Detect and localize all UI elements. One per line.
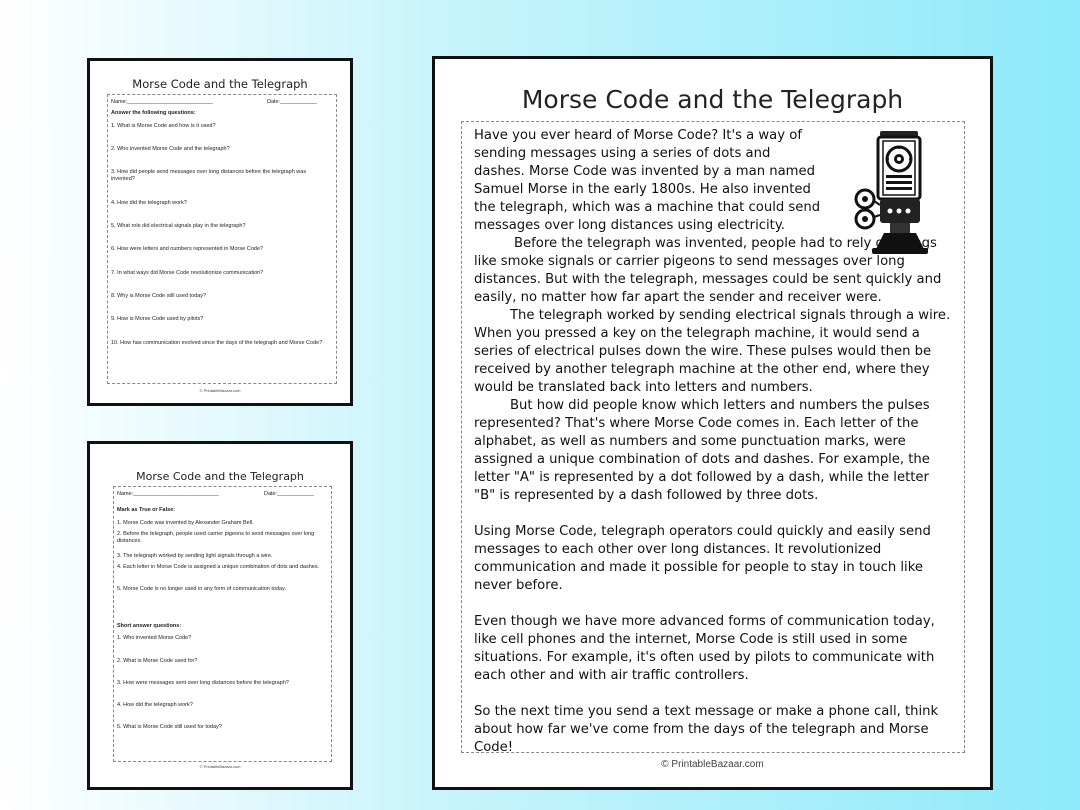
date-field-label: Date:____________ bbox=[267, 99, 317, 105]
short-answer-item: 2. What is Morse Code used for? bbox=[117, 658, 198, 664]
question-item: 3. How did people send messages over long distances before the telegraph was invented? bbox=[111, 169, 307, 182]
passage-paragraph: Before the telegraph was invented, people had to rely on things like smoke signals or carrier pigeons to send messages over long distances. But with the telegraph, messages could be sent quickly and easily, no matter how far apart the sender and receiver were. bbox=[474, 236, 942, 305]
worksheet-footer: © PrintableBazaar.com bbox=[199, 388, 241, 393]
instructions: Answer the following questions: bbox=[111, 110, 196, 116]
passage-body bbox=[474, 127, 954, 757]
question-item: 2. Who invented Morse Code and the telegraph? bbox=[111, 146, 230, 152]
true-false-item: 3. The telegraph worked by sending light signals through a wire. bbox=[117, 553, 273, 559]
passage-paragraph: Using Morse Code, telegraph operators could quickly and easily send messages to each other over long distances. It revolutionized communication and made it possible for people to stay in touch like never before. bbox=[474, 524, 931, 593]
question-item: 7. In what ways did Morse Code revolutionize communication? bbox=[111, 270, 264, 276]
question-item: 4. How did the telegraph work? bbox=[111, 200, 187, 206]
true-false-heading: Mark as True or False: bbox=[117, 507, 176, 513]
worksheet-border bbox=[107, 94, 337, 384]
short-answer-item: 5. What is Morse Code still used for today? bbox=[117, 724, 222, 730]
passage-paragraph: So the next time you send a text message or make a phone call, think about how far we've come from the days of the telegraph and Morse Code! bbox=[474, 704, 939, 755]
question-item: 10. How has communication evolved since the days of the telegraph and Morse Code? bbox=[111, 340, 323, 346]
passage-title: Morse Code and the Telegraph bbox=[521, 85, 904, 114]
short-answer-item: 4. How did the telegraph work? bbox=[117, 702, 193, 708]
true-false-item: 2. Before the telegraph, people used carrier pigeons to send messages over long distances. bbox=[117, 531, 315, 544]
question-item: 1. What is Morse Code and how is it used? bbox=[111, 123, 216, 129]
passage-paragraph: The telegraph worked by sending electrical signals through a wire. When you pressed a key on the telegraph machine, it would send a series of electrical pulses down the wire. These pulses would then be received by another telegraph machine at the other end, where they would be translated back into letters and numbers. bbox=[474, 308, 951, 395]
true-false-worksheet-thumbnail bbox=[87, 441, 353, 790]
passage-paragraph: Even though we have more advanced forms of communication today, like cell phones and the internet, Morse Code is still used in some situations. For example, it's often used by pilots to communicate with each other and with air traffic controllers. bbox=[474, 614, 935, 683]
true-false-item: 5. Morse Code is no longer used in any form of communication today. bbox=[117, 586, 286, 592]
short-answer-item: 3. How were messages sent over long distances before the telegraph? bbox=[117, 680, 289, 686]
question-item: 6. How were letters and numbers represented in Morse Code? bbox=[111, 246, 263, 252]
worksheet-title: Morse Code and the Telegraph bbox=[132, 77, 308, 91]
question-item: 8. Why is Morse Code still used today? bbox=[111, 293, 207, 299]
questions-worksheet-thumbnail bbox=[87, 58, 353, 406]
passage-paragraph: Have you ever heard of Morse Code? It's a way of sending messages using a series of dots and dashes. Morse Code was invented by a man named Samuel Morse in the early 1800s. He also invented the telegraph, which was a machine that could send messages over long distances using electricity. bbox=[474, 128, 821, 233]
worksheet-footer: © PrintableBazaar.com bbox=[199, 764, 241, 769]
true-false-item: 4. Each letter in Morse Code is assigned a unique combination of dots and dashes. bbox=[117, 564, 320, 570]
name-field-label: Name:____________________________ bbox=[117, 491, 219, 497]
true-false-item: 1. Morse Code was invented by Alexander Graham Bell. bbox=[117, 520, 254, 526]
short-answer-heading: Short answer questions: bbox=[117, 623, 182, 629]
date-field-label: Date:____________ bbox=[264, 491, 314, 497]
passage-footer: © PrintableBazaar.com bbox=[661, 759, 764, 770]
worksheet-border bbox=[113, 486, 332, 762]
question-item: 5. What role did electrical signals play in the telegraph? bbox=[111, 223, 246, 229]
worksheet-title: Morse Code and the Telegraph bbox=[136, 470, 304, 483]
reading-passage-sheet bbox=[432, 56, 993, 790]
name-field-label: Name:____________________________ bbox=[111, 99, 213, 105]
passage-paragraph: But how did people know which letters and numbers the pulses represented? That's where Morse Code comes in. Each letter of the alphabet, as well as numbers and some punctuation marks, were assigned a unique combination of dots and dashes. For example, the letter "A" is represented by a dot followed by a dash, while the letter "B" is represented by a dash followed by three dots. bbox=[474, 398, 930, 503]
short-answer-item: 1. Who invented Morse Code? bbox=[117, 635, 192, 641]
question-item: 9. How is Morse Code used by pilots? bbox=[111, 316, 204, 322]
